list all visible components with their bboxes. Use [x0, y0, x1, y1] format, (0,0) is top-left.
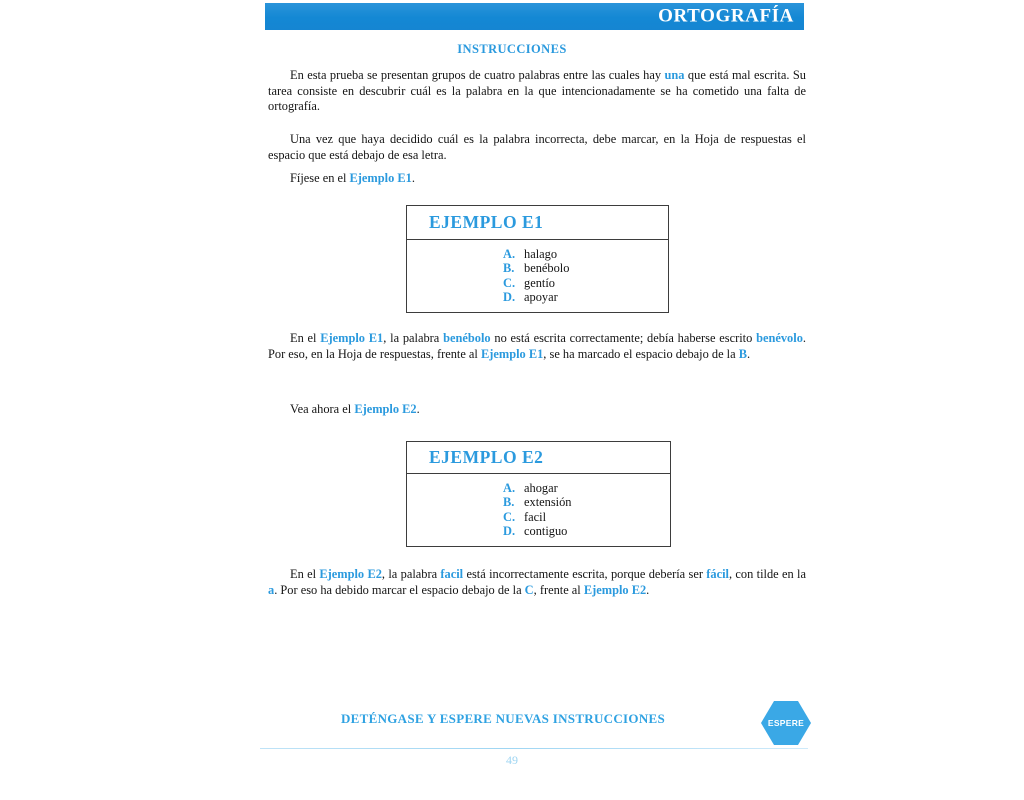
option-letter: C. — [503, 275, 516, 290]
option-row[interactable] — [503, 290, 668, 304]
p6-word-facil-misspelled: facil — [440, 567, 464, 581]
p4-answer-letter-b: B — [738, 346, 747, 361]
option-word: contiguo — [524, 523, 568, 538]
option-letter: A. — [503, 481, 516, 495]
option-letter: B. — [503, 261, 515, 276]
option-letter: D. — [503, 289, 516, 304]
p4-reference-e1-first: Ejemplo E1 — [320, 331, 384, 345]
option-word: facil — [524, 509, 547, 524]
p4-text-a: En el — [290, 331, 321, 345]
instructions-paragraph-1 — [268, 68, 806, 115]
option-word: extensión — [524, 495, 572, 510]
example-e1-title-cell — [407, 206, 668, 240]
p6-word-facil-correct: fácil — [706, 567, 729, 581]
option-row[interactable] — [503, 276, 668, 290]
example-e2-options — [407, 474, 670, 545]
p3-text-b: . — [411, 171, 415, 185]
p3-text-a: Fíjese en el — [290, 171, 350, 185]
p4-text-b: , la palabra — [383, 331, 444, 345]
p6-answer-letter-c: C — [524, 582, 534, 597]
option-row[interactable] — [503, 261, 668, 275]
option-letter: B. — [503, 495, 515, 510]
p4-text-d: . Por eso, en la Hoja de respuestas, frente al — [268, 331, 806, 361]
p2-text: Una vez que haya decidido cuál es la palabra incorrecta, debe marcar, en la Hoja de respuestas el espacio que está debajo de esa letra. — [268, 132, 806, 162]
p1-highlight-una: una — [664, 68, 685, 82]
p1-text-a: En esta prueba se presentan grupos de cuatro palabras entre las cuales hay — [290, 68, 665, 82]
p6-text-g: . — [646, 582, 650, 597]
p5-text-b: . — [416, 402, 420, 416]
example-e1-title: EJEMPLO E1 — [429, 212, 544, 232]
footer-divider — [260, 748, 808, 749]
option-word: apoyar — [524, 289, 558, 304]
option-row[interactable] — [503, 524, 670, 538]
option-letter: A. — [503, 247, 516, 261]
p6-reference-e2-second: Ejemplo E2 — [583, 582, 647, 597]
p4-word-benebolo: benébolo — [443, 331, 491, 345]
p5-reference-e2: Ejemplo E2 — [354, 402, 417, 416]
p1-text-b: que está mal escrita. Su tarea consiste en descubrir cuál es la palabra en la que intencionadamente se ha cometido una falta de ortografía. — [268, 68, 806, 114]
p6-text-f: , frente al — [533, 582, 584, 597]
p6-letter-a: a — [268, 582, 275, 597]
option-row[interactable] — [503, 247, 668, 261]
p6-text-b: , la palabra — [381, 567, 441, 581]
instructions-heading: INSTRUCCIONES — [457, 42, 567, 56]
p4-text-f: . — [746, 346, 751, 361]
option-word: benébolo — [524, 261, 570, 276]
example-box-e1 — [406, 205, 669, 313]
option-letter: D. — [503, 523, 516, 538]
p4-text-c: no está escrita correctamente; debía haberse escrito — [490, 331, 757, 345]
option-word: gentío — [524, 275, 555, 290]
page-number: 49 — [506, 753, 518, 767]
p3-reference-e1: Ejemplo E1 — [349, 171, 412, 185]
option-word: halago — [524, 247, 558, 261]
p6-text-d: , con tilde en la — [729, 567, 806, 581]
p6-reference-e2-first: Ejemplo E2 — [319, 567, 382, 581]
option-row[interactable] — [503, 510, 670, 524]
p5-text-a: Vea ahora el — [290, 402, 355, 416]
option-row[interactable] — [503, 495, 670, 509]
instructions-paragraph-3 — [268, 171, 806, 187]
p6-text-c: está incorrectamente escrita, porque debería ser — [463, 567, 707, 581]
instructions-paragraph-6 — [268, 567, 806, 598]
espere-hexagon-icon — [761, 701, 811, 745]
p4-word-benevolo: benévolo — [756, 331, 803, 345]
instructions-paragraph-4 — [268, 331, 806, 362]
p4-text-e: , se ha marcado el espacio debajo de la — [543, 346, 739, 361]
header-banner — [265, 3, 804, 30]
instructions-paragraph-2 — [268, 132, 806, 163]
p6-text-e: . Por eso ha debido marcar el espacio debajo de la — [274, 582, 525, 597]
p4-reference-e1-second: Ejemplo E1 — [480, 346, 544, 361]
option-letter: C. — [503, 509, 516, 524]
option-row[interactable] — [503, 481, 670, 495]
example-e2-title: EJEMPLO E2 — [429, 447, 544, 467]
example-box-e2 — [406, 441, 671, 547]
example-e1-options — [407, 240, 668, 311]
example-e2-title-cell — [407, 442, 670, 474]
stop-instruction-note: DETÉNGASE Y ESPERE NUEVAS INSTRUCCIONES — [340, 711, 666, 726]
page-title: ORTOGRAFÍA — [658, 5, 794, 27]
hexagon-label: ESPERE — [767, 718, 805, 728]
p6-text-a: En el — [290, 567, 320, 581]
instructions-paragraph-5 — [268, 402, 806, 418]
option-word: ahogar — [524, 481, 558, 495]
